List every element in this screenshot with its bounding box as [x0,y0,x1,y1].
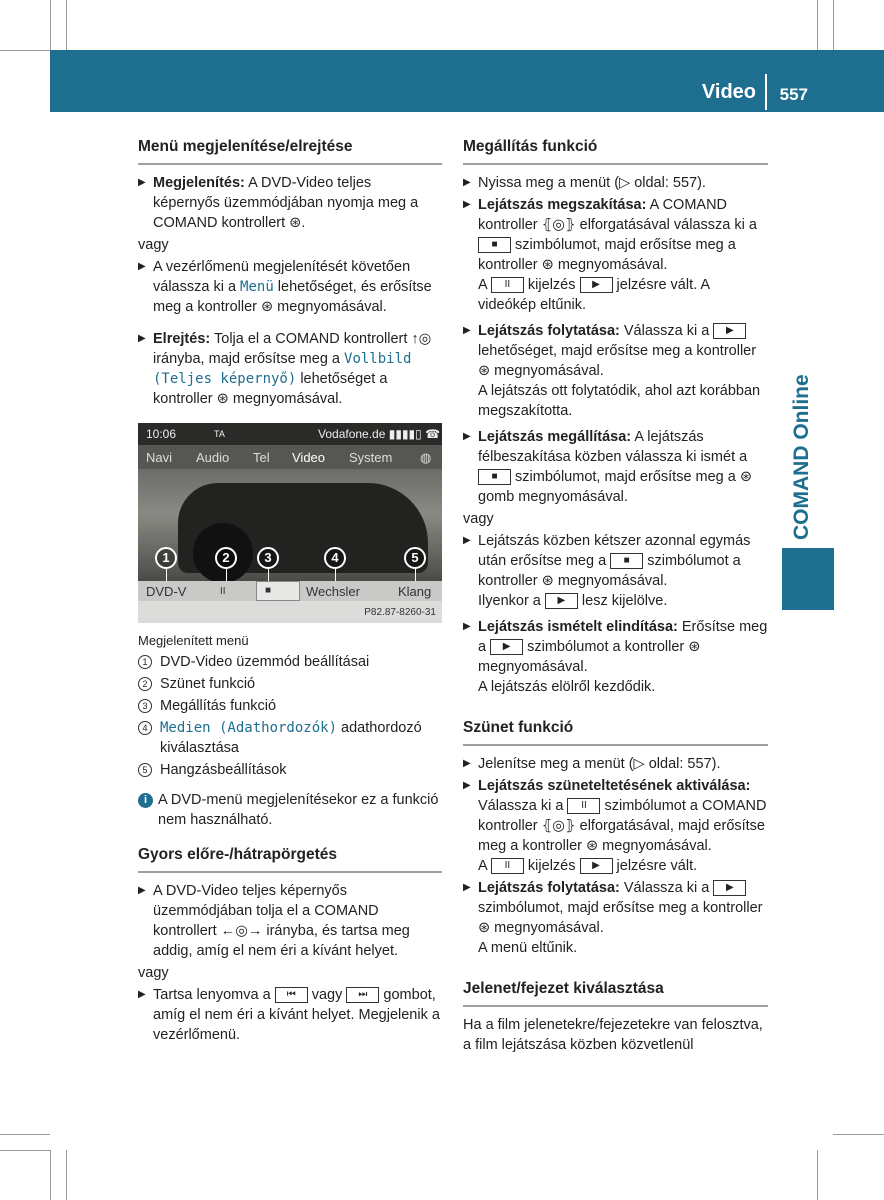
crop-mark [0,1134,50,1135]
play-key-icon: ▶ [545,593,578,609]
play-key-icon: ▶ [490,639,523,655]
crop-mark [0,50,50,51]
right-column [463,138,768,1057]
list-item: ▶ Lejátszás megállítása: A lejátszás félbeszakítása közben válassza ki ismét a ■ szimbólumot, majd erősítse meg a ⊛ gomb megnyomásával. [463,427,768,507]
klang-button[interactable]: Klang [398,584,432,599]
stop-button[interactable]: ■ [265,585,272,596]
play-key-icon: ▶ [580,858,613,874]
stop-key-icon: ■ [610,553,643,569]
menu-item-navi[interactable]: Navi [146,450,173,465]
section-heading: Megállítás funkció [463,138,768,165]
list-item: ▶ Megjelenítés: A DVD-Video teljes képernyős üzemmódjában nyomja meg a COMAND kontrollert ⊛. [138,173,442,233]
figure-code: P82.87-8260-31 [364,607,436,618]
crop-mark [0,1150,50,1151]
info-icon: i [138,793,153,808]
forward-key-icon: ⏭ [346,987,379,1003]
legend-item: 2 Szünet funkció [138,674,442,694]
control-bar [138,581,442,601]
list-item: ▶ Lejátszás közben kétszer azonnal egymás után erősítse meg a ■ szimbólumot a kontroller ⊛ megnyomásával. Ilyenkor a ▶ lesz kijelölve. [463,531,768,611]
pause-button[interactable]: II [220,586,226,597]
left-column [138,138,442,1047]
callout-1: 1 [155,547,177,569]
callout-3: 3 [257,547,279,569]
play-key-icon: ▶ [713,323,746,339]
legend-item: 5 Hangzásbeállítások [138,760,442,780]
clock: 10:06 [146,427,177,441]
status-bar [138,423,442,445]
callout-5: 5 [404,547,426,569]
page-title: Video [701,81,756,103]
list-item: ▶ Jelenítse meg a menüt (▷ oldal: 557). [463,754,768,774]
figure-code-bar [138,601,442,623]
main-menu-bar [138,445,442,469]
header-divider [765,74,767,110]
legend-item: 1 DVD-Video üzemmód beállításai [138,652,442,672]
callout-2: 2 [215,547,237,569]
list-item: ▶ Lejátszás megszakítása: A COMAND kontroller ⦃◎⦄ elforgatásával válassza ki a ■ szimbólumot, majd erősítse meg a kontroller ⊛ megnyomásával. A II kijelzés ▶ jelzésre vált. A videókép eltűnik. [463,195,768,315]
menu-item-system[interactable]: System [349,450,393,465]
stop-key-icon: ■ [478,469,511,485]
crop-mark [50,0,51,50]
side-chapter-block [782,548,834,610]
pause-key-icon: II [567,798,600,814]
section-heading: Gyors előre-/hátrapörgetés [138,846,442,873]
pause-key-icon: II [491,858,524,874]
crop-mark [66,0,67,50]
list-item: ▶ A DVD-Video teljes képernyős üzemmódjában tolja el a COMAND kontrollert ←◎→ irányba, és tartsa meg addig, amíg el nem éri a kívánt helyet. [138,881,442,961]
menu-item-tel[interactable]: Tel [253,450,270,465]
legend-item: 4 Medien (Adathordozók) adathordozó kiválasztása [138,718,442,758]
list-item: ▶ Tartsa lenyomva a ⏮ vagy ⏭ gombot, amíg el nem éri a kívánt helyet. Megjelenik a vezérlőmenü. [138,985,442,1045]
section-heading: Jelenet/fejezet kiválasztása [463,980,768,1007]
section-heading: Szünet funkció [463,719,768,746]
list-item: ▶ A vezérlőmenü megjelenítését követően válassza ki a Menü lehetőséget, és erősítse meg a kontroller ⊛ megnyomásával. [138,257,442,317]
legend-item: 3 Megállítás funkció [138,696,442,716]
crop-mark [66,1150,67,1200]
or-text: vagy [138,237,169,253]
selection-highlight [256,581,300,601]
or-text: vagy [138,965,169,981]
side-chapter-label: COMAND Online [790,374,813,540]
info-note: i A DVD-menü megjelenítésekor ez a funkció nem használható. [138,790,442,830]
dvd-menu-screenshot [138,423,442,623]
rewind-key-icon: ⏮ [275,987,308,1003]
paragraph: Ha a film jelenetekre/fejezetekre van felosztva, a film lejátszása közben közvetlenül [463,1017,763,1053]
crop-mark [817,0,818,50]
or-text: vagy [463,511,494,527]
dvd-v-button[interactable]: DVD-V [146,584,187,599]
list-item: ▶ Lejátszás folytatása: Válassza ki a ▶ szimbólumot, majd erősítse meg a kontroller ⊛ megnyomásával. A menü eltűnik. [463,878,768,958]
page-header [50,50,884,112]
list-item: ▶ Lejátszás folytatása: Válassza ki a ▶ lehetőséget, majd erősítse meg a kontroller ⊛ megnyomásával. A lejátszás ott folytatódik, ahol azt korábban megszakította. [463,321,768,421]
play-key-icon: ▶ [580,277,613,293]
callout-4: 4 [324,547,346,569]
side-chapter-tab [770,330,830,570]
carrier-label: Vodafone.de ▮▮▮▮▯ ☎ [318,427,441,441]
page-number: 557 [779,85,808,104]
crop-mark [833,0,834,50]
wechsler-button[interactable]: Wechsler [306,584,360,599]
section-heading: Menü megjelenítése/elrejtése [138,138,442,165]
stop-key-icon: ■ [478,237,511,253]
list-item: ▶ Lejátszás ismételt elindítása: Erősítse meg a ▶ szimbólumot a kontroller ⊛ megnyomásával. A lejátszás elölről kezdődik. [463,617,768,697]
crop-mark [817,1150,818,1200]
list-item: ▶ Lejátszás szüneteltetésének aktiválása: Válassza ki a II szimbólumot a COMAND kontroller ⦃◎⦄ elforgatásával, majd erősítse meg a kontroller ⊛ megnyomásával. A II kijelzés ▶ jelzésre vált. [463,776,768,876]
ta-badge: TA [214,429,225,439]
menu-item-audio[interactable]: Audio [196,450,230,465]
figure-caption: Megjelenített menü [138,633,249,648]
crop-mark [50,1150,51,1200]
globe-icon: ◍ [420,450,432,465]
pause-key-icon: II [491,277,524,293]
menu-item-video[interactable]: Video [292,450,326,465]
list-item: ▶ Elrejtés: Tolja el a COMAND kontrollert ↑◎ irányba, majd erősítse meg a Vollbild (Teljes képernyő) lehetőséget a kontroller ⊛ megnyomásával. [138,329,442,409]
crop-mark [833,1134,884,1135]
play-key-icon: ▶ [713,880,746,896]
list-item: ▶ Nyissa meg a menüt (▷ oldal: 557). [463,173,768,193]
